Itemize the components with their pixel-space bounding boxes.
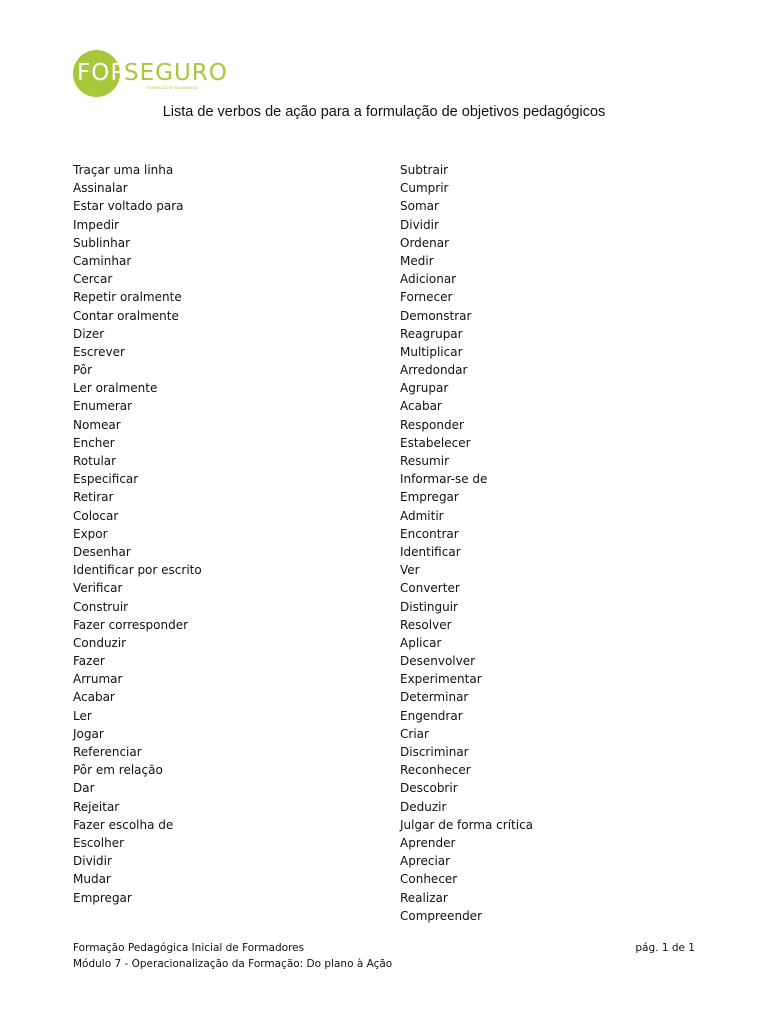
verb-list-item: Assinalar: [73, 181, 128, 196]
verb-list-item: Determinar: [400, 690, 469, 705]
verb-list-item: Nomear: [73, 417, 121, 432]
page-number: pág. 1 de 1: [635, 942, 695, 954]
verb-list-item: Fazer corresponder: [73, 617, 189, 632]
verb-list-item: Admitir: [400, 508, 444, 523]
verb-list-item: Rotular: [73, 454, 117, 468]
verb-list-item: Responder: [400, 417, 464, 432]
verb-list-item: Julgar de forma crítica: [400, 817, 534, 832]
verb-list-item: Contar oralmente: [73, 308, 179, 323]
verb-list-item: Empregar: [73, 890, 132, 905]
verb-list-item: Conduzir: [73, 635, 127, 650]
logo-seguro-text: SEGURO: [124, 60, 228, 86]
verb-list-item: Ver: [400, 563, 420, 578]
verb-list-item: Engendrar: [400, 708, 463, 723]
verb-list-item: Demonstrar: [400, 308, 472, 323]
verb-list-item: Verificar: [73, 581, 123, 596]
verb-list-item: Fazer escolha de: [73, 817, 174, 832]
verb-list-item: Descobrir: [400, 781, 458, 796]
verb-list-item: Estar voltado para: [73, 199, 184, 214]
verb-list-item: Distinguir: [400, 599, 458, 614]
verb-list-item: Adicionar: [400, 272, 457, 287]
verb-list-item: Impedir: [73, 217, 120, 232]
verb-list-item: Construir: [73, 599, 129, 614]
verb-list-item: Fornecer: [400, 290, 453, 305]
verb-list-item: Arredondar: [400, 363, 468, 378]
verb-list-item: Informar-se de: [400, 472, 488, 487]
verb-list-item: Acabar: [400, 399, 442, 414]
verb-list-item: Reconhecer: [400, 763, 471, 778]
verb-list-item: Jogar: [73, 726, 104, 741]
verb-list-item: Traçar uma linha: [73, 163, 174, 177]
verb-list-item: Resolver: [400, 617, 452, 632]
verb-list-item: Desenhar: [73, 544, 131, 559]
verb-list-item: Empregar: [400, 490, 459, 505]
verb-list-item: Dividir: [400, 217, 439, 232]
verb-list-item: Cercar: [73, 272, 113, 287]
verb-list-item: Caminhar: [73, 253, 132, 268]
forseguro-logo: [73, 50, 228, 100]
verb-list-item: Acabar: [73, 690, 115, 705]
verb-list-item: Aprender: [400, 835, 456, 850]
verb-list-item: Multiplicar: [400, 344, 463, 359]
right-verb-list: [400, 161, 533, 925]
logo-tagline: FORMAÇÃO E SEGURANÇA: [147, 86, 198, 90]
verb-list-item: Ler: [73, 708, 92, 723]
verb-list-item: Aplicar: [400, 635, 442, 650]
verb-list-item: Resumir: [400, 454, 449, 468]
verb-list-item: Colocar: [73, 508, 119, 523]
verb-list-item: Desenvolver: [400, 654, 476, 669]
verb-list-item: Identificar por escrito: [73, 563, 202, 578]
verb-list-item: Agrupar: [400, 381, 449, 396]
verb-list-item: Identificar: [400, 544, 461, 559]
verb-list-item: Realizar: [400, 890, 448, 905]
verb-list-item: Cumprir: [400, 181, 449, 196]
verb-list-item: Reagrupar: [400, 326, 463, 341]
verb-list-item: Encontrar: [400, 526, 459, 541]
verb-list-item: Expor: [73, 526, 108, 541]
verb-list-item: Mudar: [73, 872, 111, 887]
page-footer: [73, 940, 695, 972]
verb-list-item: Dar: [73, 781, 95, 796]
verb-list-item: Rejeitar: [73, 799, 120, 814]
verb-list-item: Medir: [400, 253, 434, 268]
verb-list-item: Pôr: [73, 363, 93, 378]
verb-list-item: Pôr em relação: [73, 763, 163, 778]
verb-list-item: Ler oralmente: [73, 381, 158, 396]
verb-list-item: Subtrair: [400, 163, 449, 177]
verb-list-item: Escolher: [73, 835, 125, 850]
logo-for-text: FOR: [77, 60, 128, 86]
verb-list-item: Converter: [400, 581, 460, 596]
verb-list-item: Escrever: [73, 344, 125, 359]
verb-list-item: Compreender: [400, 908, 483, 923]
footer-module-line: Módulo 7 - Operacionalização da Formação: Do plano à Ação: [73, 958, 393, 970]
verb-list-item: Experimentar: [400, 672, 482, 687]
verb-list-item: Estabelecer: [400, 435, 471, 450]
verb-list-item: Dividir: [73, 854, 112, 869]
verb-list-item: Especificar: [73, 472, 139, 487]
verb-list-item: Fazer: [73, 654, 105, 669]
verb-list-item: Encher: [73, 435, 115, 450]
verb-list-item: Enumerar: [73, 399, 133, 414]
verb-list-item: Conhecer: [400, 872, 458, 887]
footer-course-line: Formação Pedagógica Inicial de Formadores: [73, 942, 305, 954]
verb-list-item: Retirar: [73, 490, 114, 505]
verb-list-item: Discriminar: [400, 745, 469, 759]
document-title: Lista de verbos de ação para a formulação de objetivos pedagógicos: [162, 104, 606, 120]
verb-list-item: Sublinhar: [73, 235, 131, 250]
verb-list-item: Deduzir: [400, 799, 447, 814]
verb-list-item: Apreciar: [400, 854, 451, 869]
verb-list-item: Arrumar: [73, 672, 123, 687]
verb-list-item: Dizer: [73, 326, 105, 341]
left-verb-list: [73, 161, 202, 907]
verb-list-item: Criar: [400, 726, 429, 741]
verb-list-item: Somar: [400, 199, 439, 214]
verb-list-item: Referenciar: [73, 745, 142, 759]
verb-list-item: Repetir oralmente: [73, 290, 182, 305]
verb-list-item: Ordenar: [400, 235, 450, 250]
